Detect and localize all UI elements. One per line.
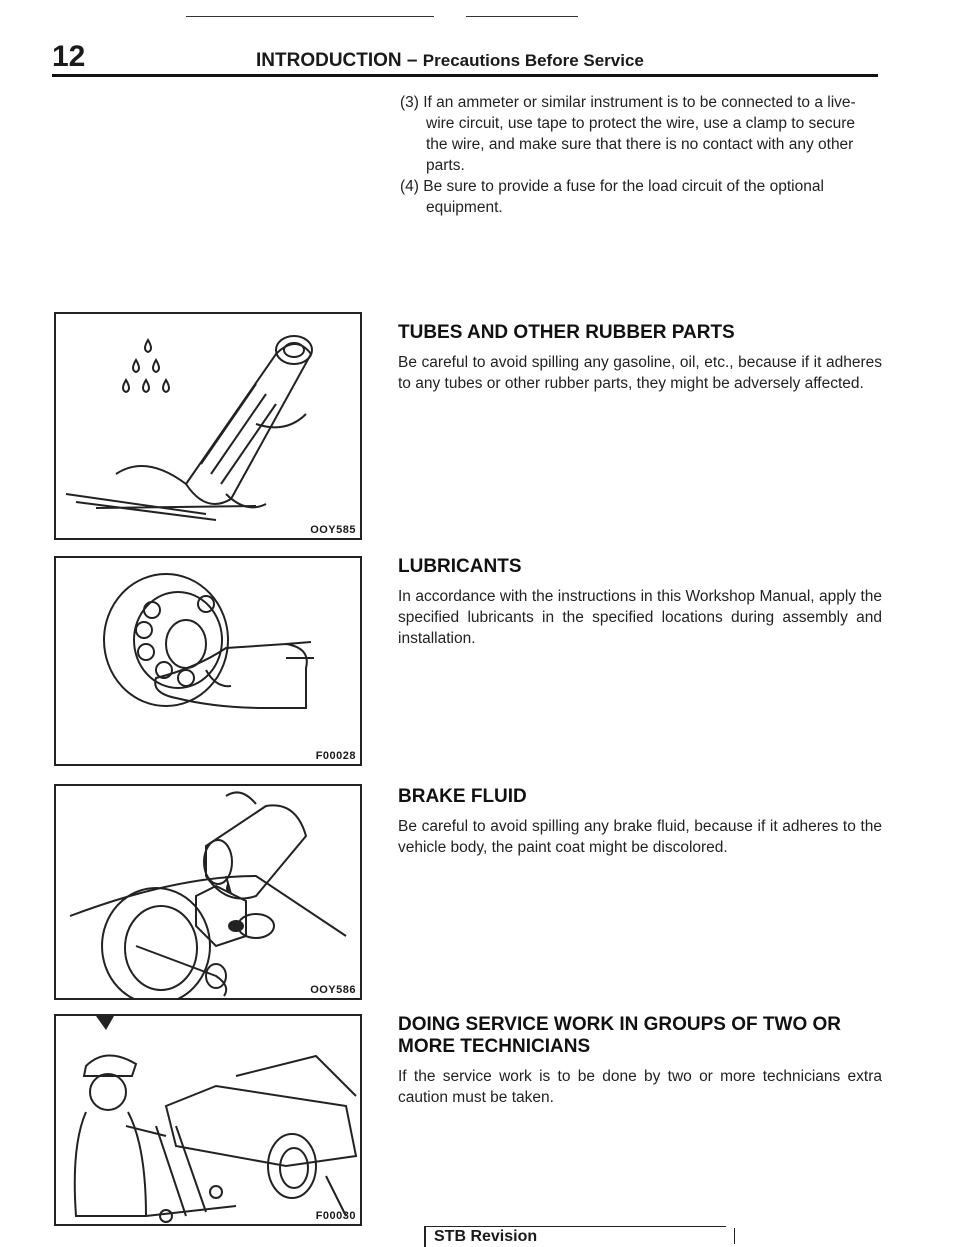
section-body: If the service work is to be done by two or more technicians extra caution must be taken. <box>398 1068 882 1106</box>
page-number: 12 <box>52 40 86 73</box>
figure-code: OOY585 <box>310 524 356 536</box>
section-brake-fluid <box>398 786 882 858</box>
bearing-lubrication-illustration <box>56 558 360 764</box>
figure-lubricants <box>54 556 362 766</box>
title-main: INTRODUCTION – <box>256 50 418 71</box>
footer-rule <box>734 1228 735 1244</box>
section-heading: LUBRICANTS <box>398 556 522 577</box>
header-rule <box>52 74 878 77</box>
intro-item: (4) Be sure to provide a fuse for the load circuit of the optional equipment. <box>400 178 824 216</box>
section-body: Be careful to avoid spilling any gasoline, oil, etc., because if it adheres to any tubes or other rubber parts, they might be adversely affected. <box>398 354 882 392</box>
section-tubes-rubber <box>398 322 882 394</box>
section-heading: BRAKE FLUID <box>398 786 527 807</box>
rubber-tube-illustration <box>56 314 360 538</box>
top-rule <box>186 16 434 17</box>
title-sub: Precautions Before Service <box>422 51 644 70</box>
brake-fluid-illustration <box>56 786 360 998</box>
figure-code: OOY586 <box>310 984 356 996</box>
top-rule <box>466 16 578 17</box>
intro-item: (3) If an ammeter or similar instrument is to be connected to a live-wire circuit, use tape to protect the wire, use a clamp to secure the wire, and make sure that there is no contact with any other parts. <box>400 94 856 174</box>
figure-technicians <box>54 1014 362 1226</box>
figure-brake-fluid <box>54 784 362 1000</box>
section-heading: TUBES AND OTHER RUBBER PARTS <box>398 322 735 343</box>
section-body: In accordance with the instructions in this Workshop Manual, apply the specified lubricants in the specified locations during assembly and installation. <box>398 588 882 647</box>
footer-label: STB Revision <box>434 1228 538 1245</box>
figure-code: F00030 <box>315 1210 356 1222</box>
section-lubricants <box>398 556 882 649</box>
technicians-illustration <box>56 1016 360 1224</box>
section-group-work <box>398 1014 882 1108</box>
figure-rubber-tube <box>54 312 362 540</box>
intro-list <box>400 92 880 218</box>
figure-code: F00028 <box>315 750 356 762</box>
page-title <box>256 50 644 72</box>
section-heading: DOING SERVICE WORK IN GROUPS OF TWO OR MORE TECHNICIANS <box>398 1014 842 1057</box>
section-body: Be careful to avoid spilling any brake fluid, because if it adheres to the vehicle body, the paint coat might be discolored. <box>398 818 882 856</box>
